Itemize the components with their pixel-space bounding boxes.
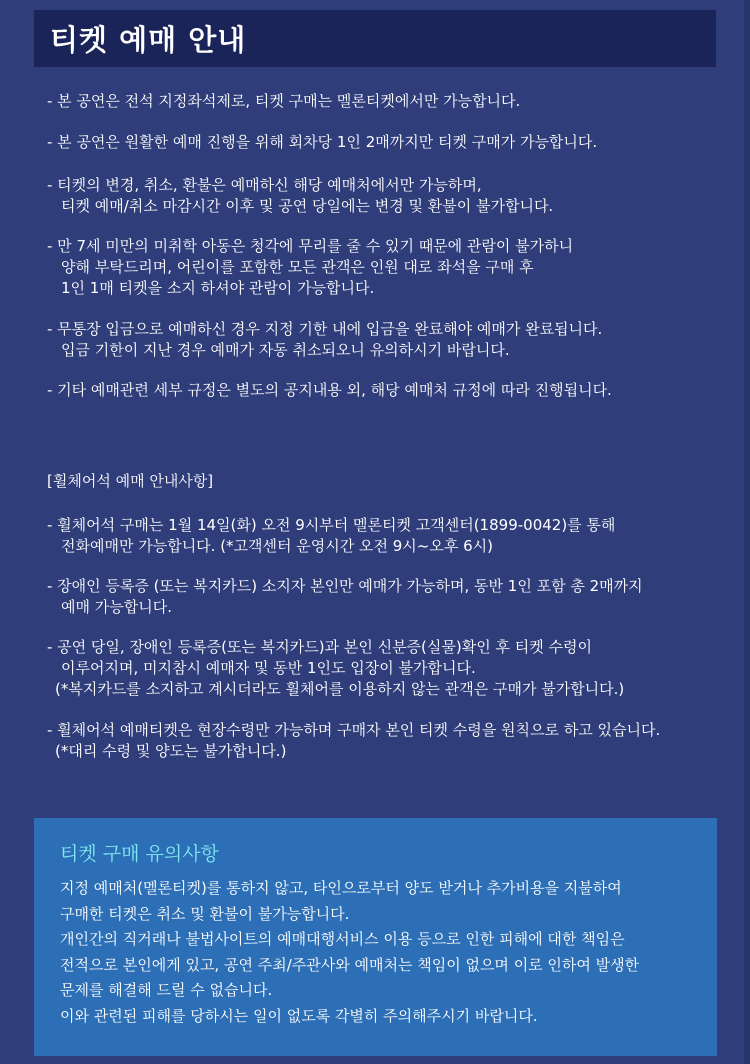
rule-line: - 티켓의 변경, 취소, 환불은 예매하신 해당 예매처에서만 가능하며, (47, 176, 482, 194)
rule-line: - 무통장 입금으로 예매하신 경우 지정 기한 내에 입금을 완료해야 예매가 완료됩니다. (47, 320, 603, 338)
notice-line: 문제를 해결해 드릴 수 없습니다. (60, 981, 273, 999)
page-edge (744, 0, 750, 1064)
wheelchair-note: (*복지카드를 소지하고 계시더라도 휠체어를 이용하지 않는 관객은 구매가 불가합니다.) (55, 680, 625, 698)
notice-line: 전적으로 본인에게 있고, 공연 주최/주관사와 예매처는 책임이 없으며 이로 인하여 발생한 (60, 955, 640, 974)
notice-body (60, 876, 639, 1029)
rule-line: 티켓 예매/취소 마감시간 이후 및 공연 당일에는 변경 및 환불이 불가합니다. (61, 197, 554, 215)
wheelchair-line: - 휠체어석 예매티켓은 현장수령만 가능하며 구매자 본인 티켓 수령을 원칙으로 하고 있습니다. (47, 721, 661, 739)
rule-line: 양해 부탁드리며, 어린이를 포함한 모든 관객은 인원 대로 좌석을 구매 후 (61, 258, 534, 276)
rule-item (47, 175, 553, 217)
rule-line: - 본 공연은 원활한 예매 진행을 위해 회차당 1인 2매까지만 티켓 구매가 가능합니다. (47, 133, 598, 151)
wheelchair-line: - 공연 당일, 장애인 등록증(또는 복지카드)과 본인 신분증(실물)확인 후 티켓 수령이 (47, 638, 592, 656)
wheelchair-item (47, 515, 615, 557)
wheelchair-note: (*대리 수령 및 양도는 불가합니다.) (55, 742, 287, 760)
notice-line: 구매한 티켓은 취소 및 환불이 불가능합니다. (60, 904, 350, 923)
page-title: 티켓 예매 안내 (50, 23, 247, 57)
notice-title: 티켓 구매 유의사항 (60, 843, 219, 865)
wheelchair-item (47, 576, 643, 618)
wheelchair-line: 이루어지며, 미지참시 예매자 및 동반 1인도 입장이 불가합니다. (61, 659, 476, 677)
rule-item (47, 132, 597, 153)
rule-line: 입금 기한이 지난 경우 예매가 자동 취소되오니 유의하시기 바랍니다. (61, 341, 510, 359)
wheelchair-line: - 장애인 등록증 (또는 복지카드) 소지자 본인만 예매가 가능하며, 동반 1인 포함 총 2매까지 (47, 577, 643, 595)
notice-line: 개인간의 직거래나 불법사이트의 예매대행서비스 이용 등으로 인한 피해에 대한 책임은 (60, 930, 625, 948)
rule-item (47, 319, 602, 361)
wheelchair-section-title: [휠체어석 예매 안내사항] (47, 472, 214, 490)
page-header (34, 10, 716, 67)
wheelchair-item (47, 637, 624, 700)
rule-item (47, 91, 520, 112)
rule-line: - 본 공연은 전석 지정좌석제로, 티켓 구매는 멜론티켓에서만 가능합니다. (47, 92, 521, 110)
notice-line: 이와 관련된 피해를 당하시는 일이 없도록 각별히 주의해주시기 바랍니다. (60, 1006, 538, 1025)
wheelchair-line: 전화예매만 가능합니다. (*고객센터 운영시간 오전 9시~오후 6시) (61, 537, 493, 555)
rule-item (47, 380, 612, 401)
purchase-notice-box (34, 818, 717, 1056)
wheelchair-line: - 휠체어석 구매는 1월 14일(화) 오전 9시부터 멜론티켓 고객센터(1899-0042)를 통해 (47, 516, 616, 534)
rule-line: 1인 1매 티켓을 소지 하셔야 관람이 가능합니다. (61, 279, 375, 297)
wheelchair-item (47, 720, 660, 762)
rule-item (47, 236, 573, 299)
wheelchair-line: 예매 가능합니다. (61, 598, 172, 616)
rule-line: - 기타 예매관련 세부 규정은 별도의 공지내용 외, 해당 예매처 규정에 따라 진행됩니다. (47, 381, 612, 399)
notice-line: 지정 예매처(멜론티켓)를 통하지 않고, 타인으로부터 양도 받거나 추가비용을 지불하여 (60, 879, 622, 897)
rule-line: - 만 7세 미만의 미취학 아동은 청각에 무리를 줄 수 있기 때문에 관람이 불가하니 (47, 237, 574, 255)
